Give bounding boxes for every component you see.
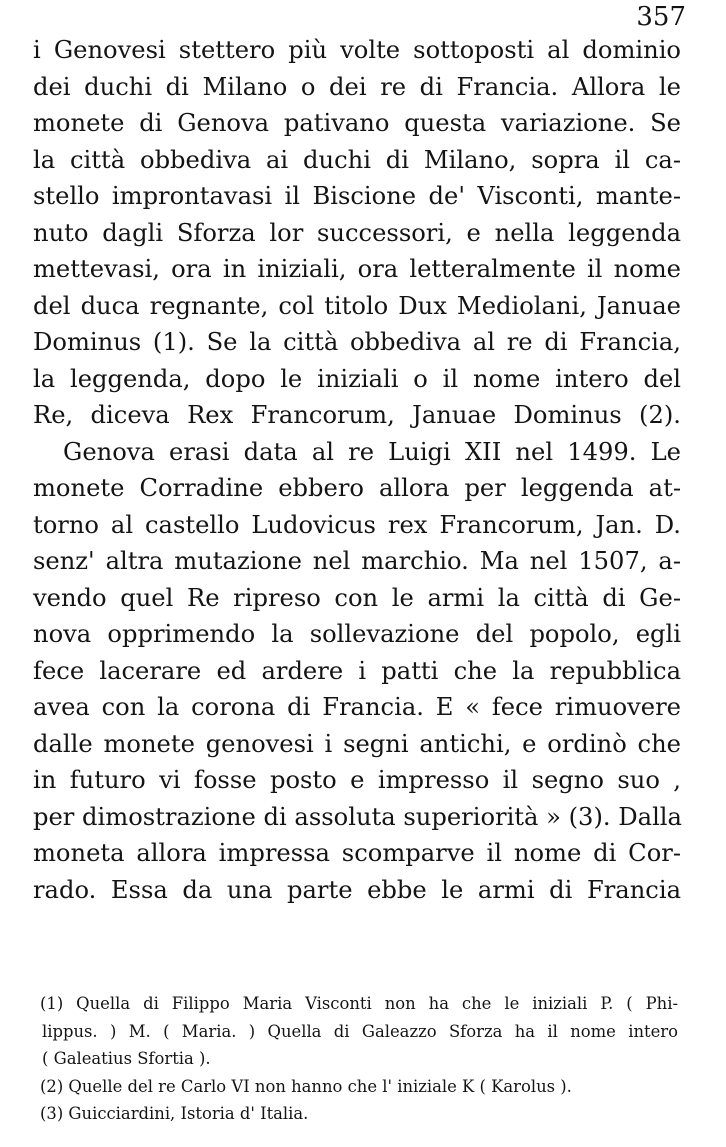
text-line: per dimostrazione di assoluta superiorità » (3). Dalla: [33, 802, 682, 831]
footnote-line: lippus. ) M. ( Maria. ) Quella di Galeazzo Sforza ha il nome intero: [42, 1021, 678, 1041]
text-line: Dominus (1). Se la città obbediva al re di Francia,: [33, 328, 681, 356]
text-line: Genova erasi data al re Luigi XII nel 1499. Le: [63, 437, 681, 466]
text-line: nova opprimendo la sollevazione del popolo, egli: [33, 620, 681, 648]
footnote-line: (2) Quelle del re Carlo VI non hanno che l' iniziale K ( Karolus ).: [40, 1076, 572, 1096]
text-line: stello improntavasi il Biscione de' Visconti, mante-: [33, 182, 681, 210]
page-number: 357: [636, 2, 686, 32]
text-line: dalle monete genovesi i segni antichi, e ordinò che: [33, 729, 681, 758]
text-line: senz' altra mutazione nel marchio. Ma nel 1507, a-: [33, 547, 681, 575]
text-line: del duca regnante, col titolo Dux Mediolani, Januae: [33, 291, 681, 320]
text-line: in futuro vi fosse posto e impresso il segno suo ,: [33, 766, 681, 794]
footnote-line: (1) Quella di Filippo Maria Visconti non ha che le iniziali P. ( Phi-: [40, 994, 678, 1013]
text-line: moneta allora impressa scomparve il nome di Cor-: [33, 839, 681, 867]
text-line: avea con la corona di Francia. E « fece rimuovere: [33, 693, 681, 721]
text-line: torno al castello Ludovicus rex Francorum, Jan. D.: [33, 510, 681, 539]
footnote-line: (3) Guicciardini, Istoria d' Italia.: [40, 1104, 309, 1123]
footnote-line: ( Galeatius Sfortia ).: [42, 1049, 211, 1068]
text-line: monete Corradine ebbero allora per leggenda at-: [33, 474, 681, 502]
text-line: dei duchi di Milano o dei re di Francia. Allora le: [33, 72, 681, 101]
text-line: la leggenda, dopo le iniziali o il nome intero del: [33, 364, 681, 393]
body-text: [33, 32, 681, 908]
text-line: la città obbediva ai duchi di Milano, sopra il ca-: [33, 145, 681, 174]
text-line: vendo quel Re ripreso con le armi la città di Ge-: [33, 583, 681, 612]
footnotes: [40, 990, 678, 1128]
text-line: nuto dagli Sforza lor successori, e nella leggenda: [33, 218, 681, 247]
text-line: rado. Essa da una parte ebbe le armi di Francia: [33, 875, 681, 904]
text-line: Re, diceva Rex Francorum, Januae Dominus (2).: [33, 401, 681, 429]
text-line: mettevasi, ora in iniziali, ora letteralmente il nome: [33, 255, 681, 283]
text-line: monete di Genova pativano questa variazione. Se: [33, 109, 681, 137]
text-line: i Genovesi stettero più volte sottoposti al dominio: [33, 36, 681, 64]
text-line: fece lacerare ed ardere i patti che la repubblica: [33, 656, 681, 685]
